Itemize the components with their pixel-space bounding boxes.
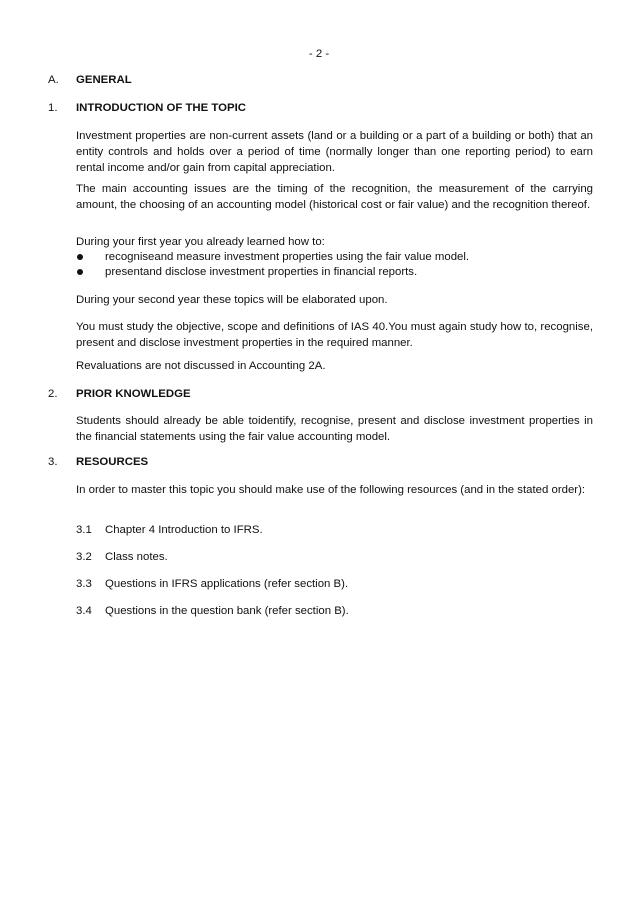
resource-item: Class notes. [105,551,168,563]
resource-item: Chapter 4 Introduction to IFRS. [105,524,263,536]
topic-heading: INTRODUCTION OF THE TOPIC [76,102,247,114]
resources-paragraph: In order to master this topic you should make use of the following resources (and in the stated order): [76,484,586,496]
resource-item: Questions in IFRS applications (refer section B). [105,578,349,590]
section-title: GENERAL [76,74,132,86]
bullet-icon [76,264,86,280]
resource-number: 3.1 [76,524,92,536]
study-paragraph: You must study the objective, scope and definitions of IAS 40.You must again study how to, recognise, present and disclose investment properties in the required manner. [76,321,593,349]
topic-heading: RESOURCES [76,456,149,468]
second-year-paragraph: During your second year these topics will be elaborated upon. [76,294,388,306]
page-number: - 2 - [308,48,330,60]
resource-number: 3.2 [76,551,92,563]
revaluations-paragraph: Revaluations are not discussed in Accounting 2A. [76,360,326,372]
bullet-item: presentand disclose investment properties in financial reports. [105,266,418,278]
bullet-item: recogniseand measure investment properties using the fair value model. [105,251,470,263]
resource-item: Questions in the question bank (refer section B). [105,605,349,617]
topic-number: 3. [48,456,58,468]
resource-number: 3.4 [76,605,92,617]
first-year-intro: During your first year you already learned how to: [76,236,325,248]
intro-paragraph: Investment properties are non-current assets (land or a building or a part of a building or both) that an entity controls and holds over a period of time (normally longer than one reporting period) to earn rental income and/or gain from capital appreciation. [76,130,593,174]
intro-paragraph: The main accounting issues are the timing of the recognition, the measurement of the carrying amount, the choosing of an accounting model (historical cost or fair value) and the recognition thereof. [76,183,593,211]
topic-number: 1. [48,102,58,114]
prior-knowledge-paragraph: Students should already be able toidentify, recognise, present and disclose investment properties in the financial statements using the fair value accounting model. [76,415,593,443]
resource-number: 3.3 [76,578,92,590]
topic-number: 2. [48,388,58,400]
section-letter: A. [48,74,59,86]
bullet-icon [76,249,86,265]
topic-heading: PRIOR KNOWLEDGE [76,388,191,400]
